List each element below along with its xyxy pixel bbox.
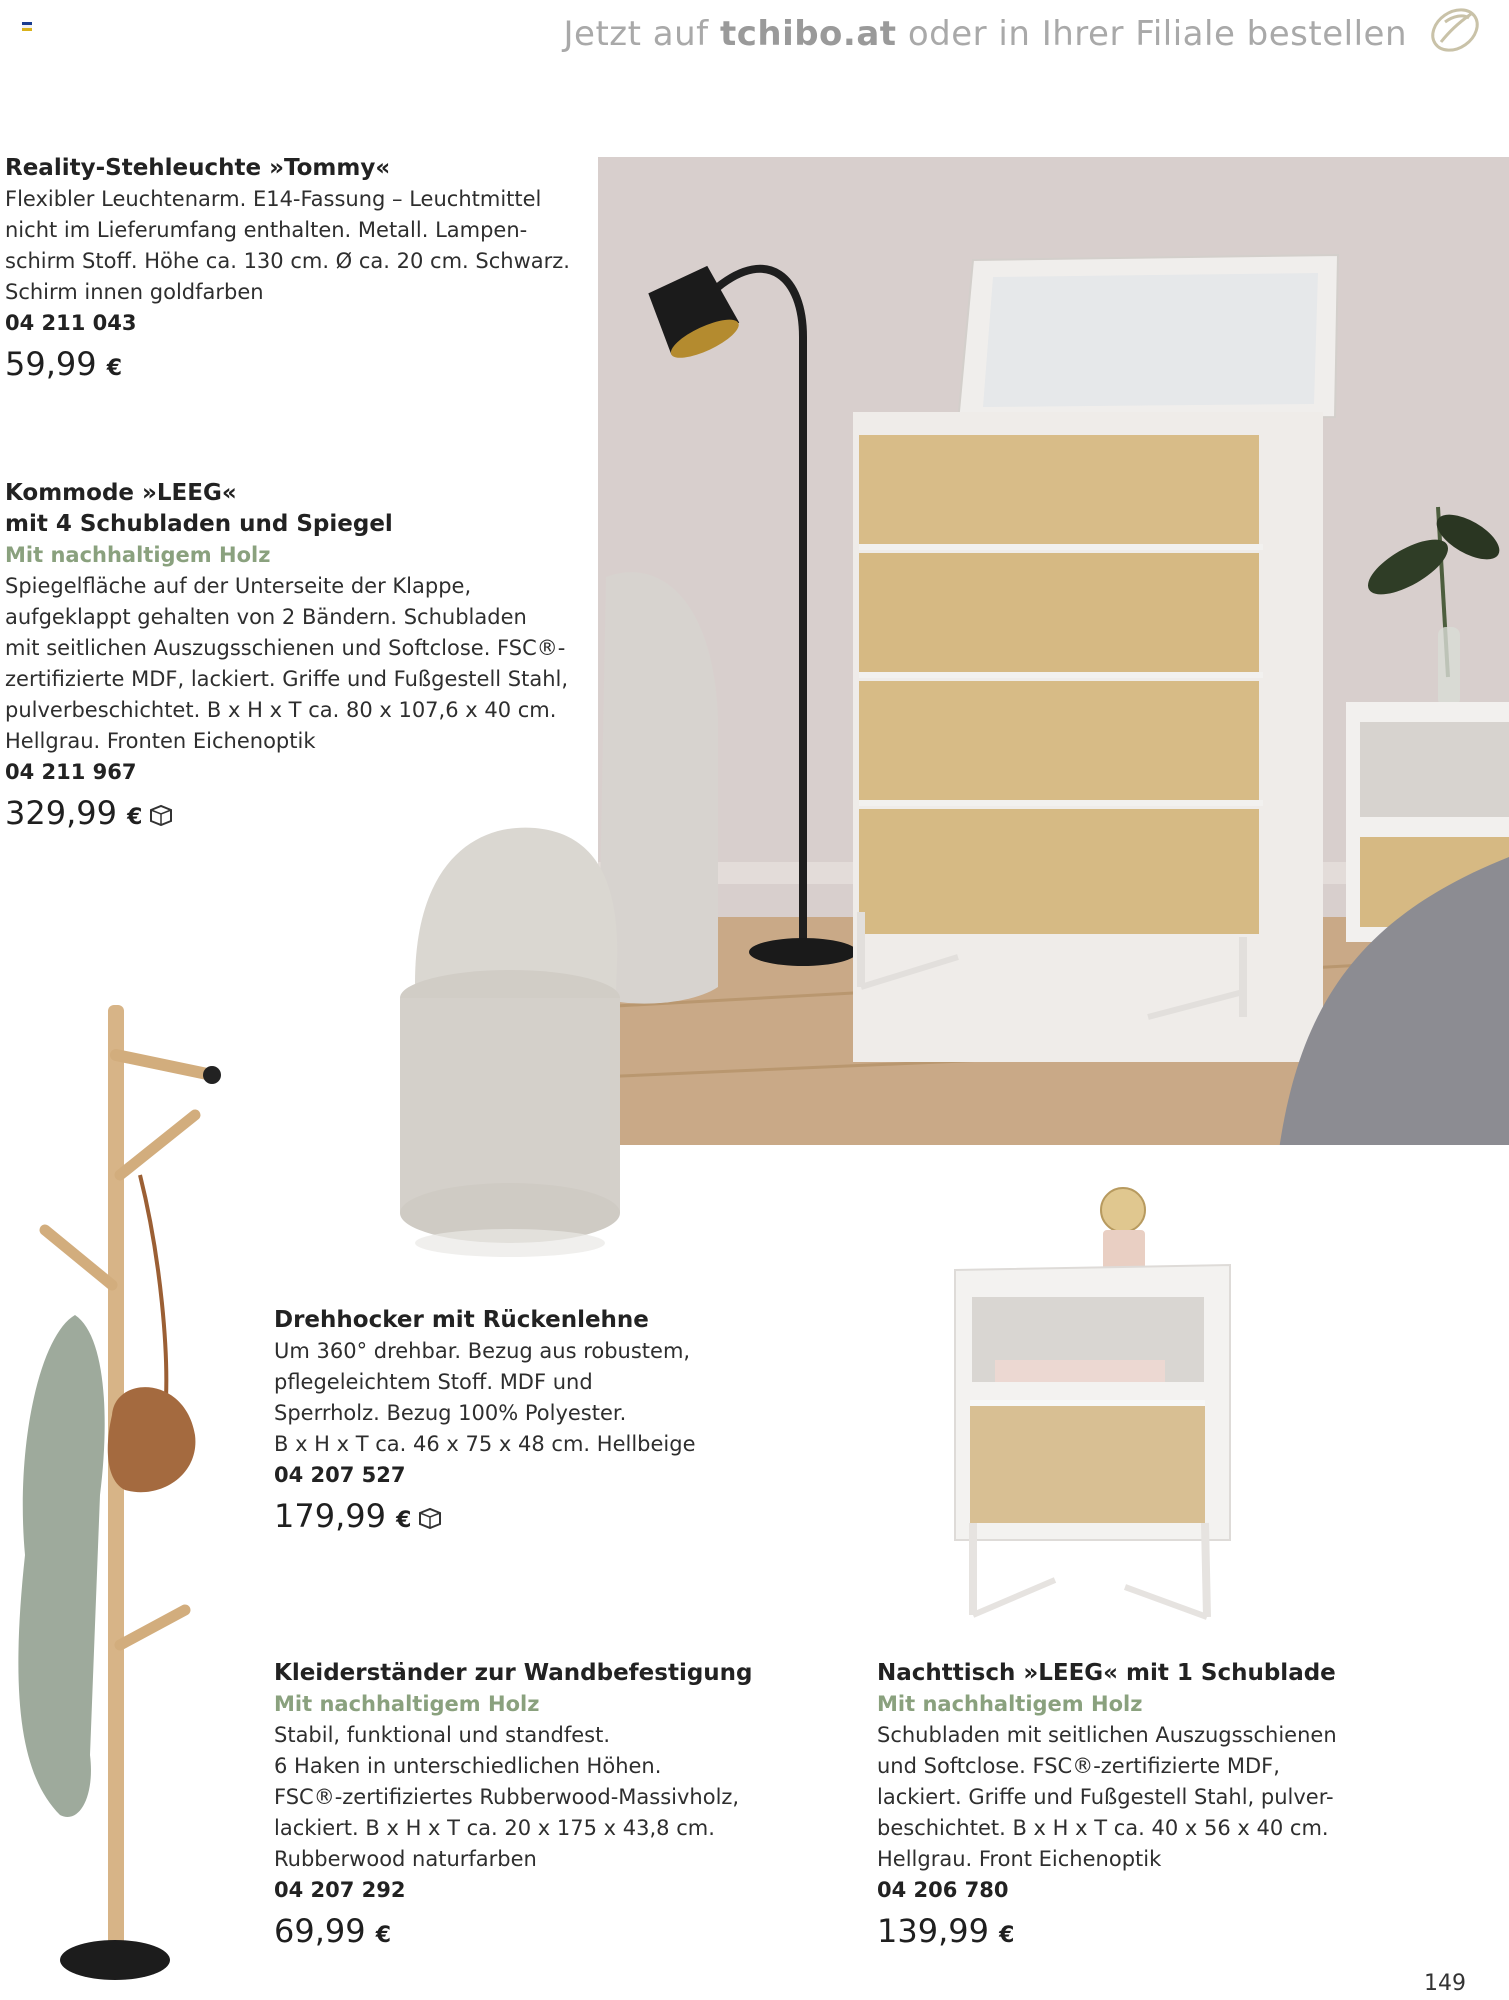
product-description: Stabil, funktional und standfest. 6 Haken in unterschiedlichen Höhen. FSC®-zertifiziertes Rubberwood-Massivholz, lackiert. B x H x T ca. 20 x 175 x 43,8 cm. Rubberwood naturfarben — [274, 1723, 740, 1871]
price — [274, 1908, 834, 1959]
price — [5, 341, 585, 392]
price-currency: € — [375, 1923, 392, 1948]
page-number: 149 — [1424, 1971, 1466, 1996]
price-currency: € — [396, 1508, 412, 1533]
room-photo — [598, 157, 1509, 1145]
price-value: 139,99 — [877, 1912, 989, 1950]
header-tagline — [564, 14, 1407, 54]
price-currency: € — [106, 356, 123, 381]
header-brand-link[interactable]: tchibo.at — [719, 14, 897, 54]
product-title-line1: Kommode »LEEG« — [5, 480, 237, 506]
tchibo-bean-logo-icon — [1427, 2, 1483, 58]
price — [877, 1908, 1417, 1959]
product-title: Nachttisch »LEEG« mit 1 Schublade — [877, 1660, 1336, 1686]
eco-label: Mit nachhaltigem Holz — [877, 1692, 1143, 1716]
price-value: 329,99 — [5, 794, 117, 832]
article-number: 04 207 527 — [274, 1463, 406, 1487]
coat-rack-photo — [0, 995, 230, 1995]
eco-label: Mit nachhaltigem Holz — [5, 543, 271, 567]
swivel-stool-photo — [355, 823, 630, 1283]
product-description: Flexibler Leuchtenarm. E14-Fassung – Leuchtmittel nicht im Lieferumfang enthalten. Metall. Lampen- schirm Stoff. Höhe ca. 130 cm. Ø ca. 20 cm. Schwarz. Schirm innen goldfarben — [5, 187, 570, 304]
article-number: 04 206 780 — [877, 1878, 1009, 1902]
price-value: 69,99 — [274, 1912, 366, 1950]
product-title: Reality-Stehleuchte »Tommy« — [5, 155, 391, 181]
product-coatrack — [274, 1658, 834, 1959]
price-value: 59,99 — [5, 345, 97, 383]
price — [5, 790, 585, 841]
price-currency: € — [999, 1923, 1015, 1948]
price-currency: € — [127, 805, 143, 830]
article-number: 04 207 292 — [274, 1878, 406, 1902]
product-title-line2: mit 4 Schubladen und Spiegel — [5, 511, 393, 537]
product-title: Drehhocker mit Rückenlehne — [274, 1307, 649, 1333]
eco-label: Mit nachhaltigem Holz — [274, 1692, 540, 1716]
header-post: oder in Ihrer Filiale bestellen — [896, 14, 1407, 54]
product-description: Um 360° drehbar. Bezug aus robustem, pflegeleichtem Stoff. MDF und Sperrholz. Bezug 100% Polyester. B x H x T ca. 46 x 75 x 48 cm. Hellbeige — [274, 1339, 696, 1456]
delivery-box-icon — [148, 804, 174, 826]
article-number: 04 211 967 — [5, 760, 137, 784]
product-nightstand — [877, 1658, 1417, 1959]
flag-icon — [22, 22, 32, 31]
nightstand-photo — [945, 1185, 1245, 1625]
product-description: Spiegelfläche auf der Unterseite der Klappe, aufgeklappt gehalten von 2 Bändern. Schubladen mit seitlichen Auszugsschienen und Softclose. FSC®- zertifizierte MDF, lackiert. Griffe und Fußgestell Stahl, pulverbeschichtet. B x H x T ca. 80 x 107,6 x 40 cm. Hellgrau. Fronten Eichenoptik — [5, 574, 569, 753]
product-lamp — [5, 153, 585, 392]
product-title: Kleiderständer zur Wandbefestigung — [274, 1660, 753, 1686]
product-description: Schubladen mit seitlichen Auszugsschienen und Softclose. FSC®-zertifizierte MDF, lackiert. Griffe und Fußgestell Stahl, pulver- beschichtet. B x H x T ca. 40 x 56 x 40 cm. Hellgrau. Front Eichenoptik — [877, 1723, 1337, 1871]
product-dresser — [5, 478, 585, 841]
price — [274, 1493, 724, 1544]
product-stool — [274, 1305, 724, 1544]
delivery-box-icon — [417, 1507, 443, 1529]
price-value: 179,99 — [274, 1497, 386, 1535]
article-number: 04 211 043 — [5, 311, 137, 335]
header-pre: Jetzt auf — [563, 14, 720, 54]
